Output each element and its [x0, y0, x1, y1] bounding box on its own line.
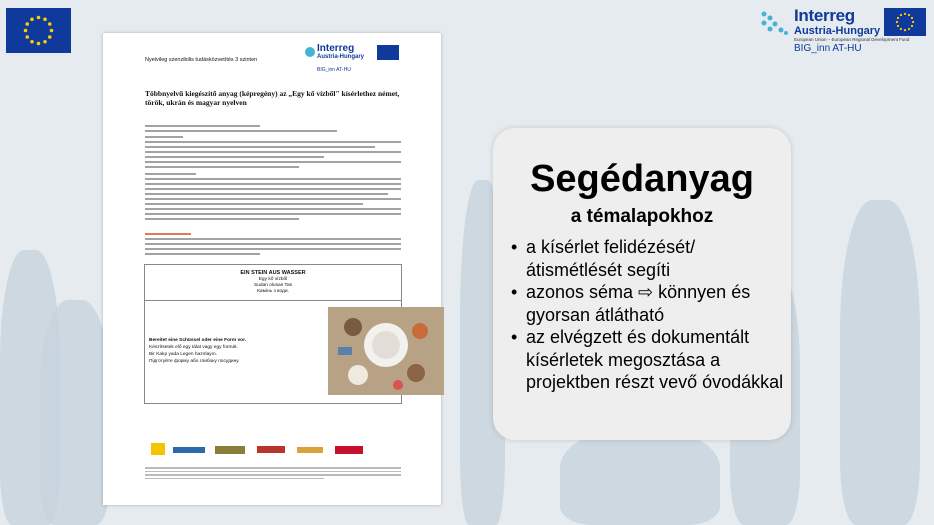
- eu-star-icon: [896, 21, 898, 23]
- eu-star-icon: [48, 22, 52, 26]
- document-goal-text: [145, 233, 401, 258]
- bullet-item: • az elvégzett és dokumentált kísérletek megosztása a projektben részt vevő óvodákkal: [511, 326, 786, 394]
- bullet-item: • a kísérlet felidézését/ átismétlését segíti: [511, 236, 786, 281]
- comic-card-line: Sudan olusan Tas: [253, 283, 293, 288]
- background-child-silhouette: [560, 430, 720, 525]
- eu-star-icon: [24, 29, 28, 33]
- document-body-text: [145, 125, 401, 171]
- info-panel: [493, 128, 791, 440]
- eu-star-icon: [25, 35, 29, 39]
- sponsor-logos: [151, 443, 391, 459]
- background-child-silhouette: [840, 200, 920, 525]
- interreg-logo: [760, 6, 930, 56]
- interreg-dots-icon: [760, 10, 790, 36]
- document-footer-text: [145, 467, 401, 481]
- eu-star-icon: [48, 35, 52, 39]
- panel-title: Segédanyag: [530, 158, 754, 200]
- eu-star-icon: [897, 25, 899, 27]
- interreg-fund: European Union – European Regional Development Fund: [794, 37, 910, 42]
- eu-star-icon: [912, 21, 914, 23]
- eu-star-icon: [904, 29, 906, 31]
- comic-card: [144, 264, 402, 404]
- eu-star-icon: [900, 14, 902, 16]
- eu-star-icon: [43, 40, 47, 44]
- eu-flag-icon: [377, 45, 399, 60]
- eu-star-icon: [908, 14, 910, 16]
- interreg-region: Austria-Hungary: [794, 25, 881, 37]
- eu-flag-icon: [6, 8, 71, 53]
- experiment-photo: [328, 307, 444, 395]
- eu-star-icon: [30, 40, 34, 44]
- eu-star-icon: [37, 16, 41, 20]
- interreg-dots-icon: [305, 47, 315, 57]
- comic-step-line: Készítsetek elő egy tálat vagy egy formát.: [149, 345, 238, 350]
- document-logo-project: BIG_inn AT-HU: [317, 67, 351, 73]
- eu-star-icon: [911, 17, 913, 19]
- sponsor-logo: [297, 447, 323, 453]
- bullet-list: [511, 236, 786, 394]
- interreg-project: BIG_inn AT-HU: [794, 43, 862, 54]
- comic-step-title: Bereitet eine Schüssel oder eine Form vor.: [149, 338, 247, 343]
- eu-star-icon: [30, 17, 34, 21]
- sponsor-logo: [151, 443, 165, 455]
- eu-star-icon: [50, 29, 54, 33]
- sponsor-logo: [215, 446, 245, 454]
- comic-step-line: Bir Kalıp yada Legen hazırlayın.: [149, 352, 217, 357]
- comic-card-header: [145, 265, 401, 301]
- sponsor-logo: [257, 446, 285, 453]
- eu-star-icon: [37, 42, 41, 46]
- document-logo-title: Interreg: [317, 43, 355, 54]
- eu-star-icon: [897, 17, 899, 19]
- document-interreg-logo: [303, 43, 403, 73]
- comic-step-line: Підготуйте форму або глибоку посудину.: [149, 359, 240, 364]
- comic-card-step: [149, 337, 279, 365]
- eu-star-icon: [900, 28, 902, 30]
- document-title: Többnyelvű kiegészítő anyag (képregény) az „Egy kő vízből" kísérlethez német, török, ukrán és magyar nyelven: [145, 89, 400, 107]
- sponsor-logo: [173, 447, 205, 453]
- sponsor-logo: [335, 446, 363, 454]
- eu-flag-icon: [884, 8, 926, 36]
- bullet-item: • azonos séma ⇨ könnyen és gyorsan átlátható: [511, 281, 786, 326]
- comic-card-line: Egy kő vízből: [258, 277, 288, 282]
- document-header: Nyelvileg szenzibilis tudásközvetítés 3 szinten: [145, 57, 258, 63]
- interreg-title: Interreg: [794, 6, 855, 25]
- document-page: [103, 33, 441, 505]
- comic-card-line: Камінь з води.: [257, 289, 289, 294]
- document-implementation-text: [145, 173, 401, 223]
- eu-star-icon: [43, 17, 47, 21]
- eu-star-icon: [908, 28, 910, 30]
- background-child-silhouette: [40, 300, 110, 525]
- comic-card-title: EIN STEIN AUS WASSER: [240, 270, 306, 276]
- eu-star-icon: [911, 25, 913, 27]
- panel-subtitle: a témalapokhoz: [570, 206, 714, 227]
- eu-star-icon: [25, 22, 29, 26]
- eu-star-icon: [904, 13, 906, 15]
- document-logo-region: Austria-Hungary: [317, 54, 365, 60]
